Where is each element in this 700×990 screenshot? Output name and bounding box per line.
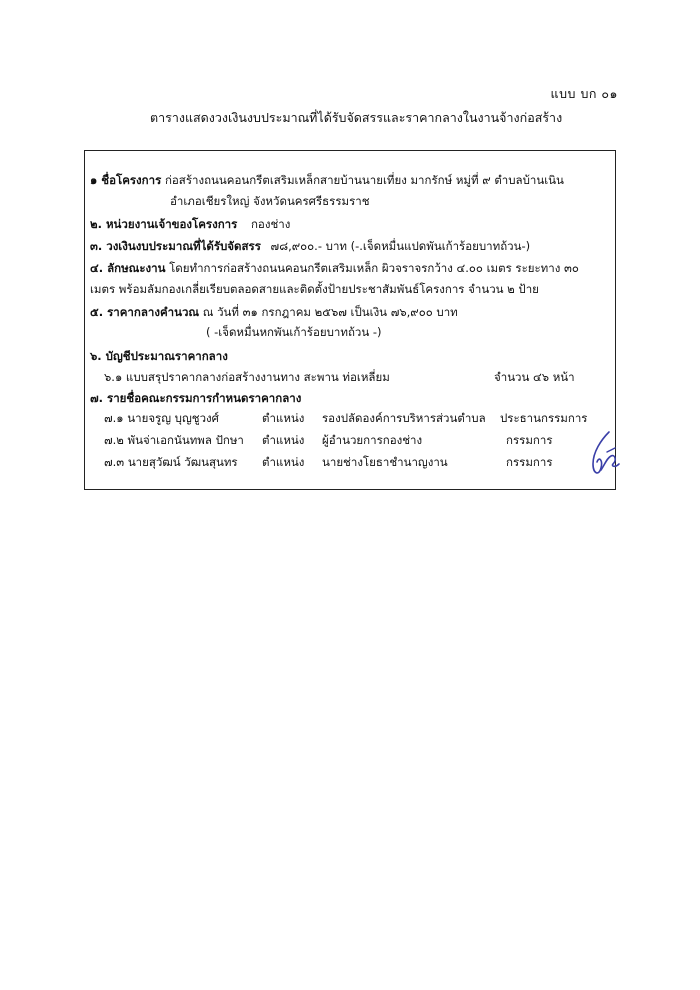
project-name-row — [90, 172, 564, 188]
committee-member-2-role: กรรมการ — [506, 433, 553, 447]
form-code: แบบ บก ๐๑ — [550, 86, 618, 101]
project-name-label: ๑ ชื่อโครงการ — [90, 173, 162, 187]
project-location: อำเภอเชียรใหญ่ จังหวัดนครศรีธรรมราช — [170, 194, 370, 208]
budget-value: ๗๘,๙๐๐.- บาท (-.เจ็ดหมื่นแปดพันเก้าร้อยบาทถ้วน-) — [270, 239, 531, 253]
document-title: ตารางแสดงวงเงินงบประมาณที่ได้รับจัดสรรและราคากลางในงานจ้างก่อสร้าง — [150, 110, 563, 125]
committee-member-1-name: ๗.๑ นายจรูญ บุญชูวงศ์ — [104, 411, 219, 425]
signature-mark — [587, 430, 621, 480]
agency-label: ๒. หน่วยงานเจ้าของโครงการ — [90, 217, 238, 231]
estimate-list-label: ๖. บัญชีประมาณราคากลาง — [90, 349, 228, 363]
committee-member-2-name: ๗.๒ พันจ่าเอกนันทพล ปักษา — [104, 433, 244, 447]
committee-label: ๗. รายชื่อคณะกรรมการกำหนดราคากลาง — [90, 391, 302, 405]
budget-label: ๓. วงเงินงบประมาณที่ได้รับจัดสรร — [90, 239, 261, 253]
committee-member-2-pos-label: ตำแหน่ง — [262, 433, 305, 447]
committee-member-3-role: กรรมการ — [506, 455, 553, 469]
work-type-value: โดยทำการก่อสร้างถนนคอนกรีตเสริมเหล็ก ผิวจราจรกว้าง ๔.๐๐ เมตร ระยะทาง ๓๐ — [169, 261, 579, 275]
estimate-list-item: ๖.๑ แบบสรุปราคากลางก่อสร้างงานทาง สะพาน ท่อเหลี่ยม — [104, 370, 390, 384]
budget-row — [90, 238, 530, 254]
committee-member-1-role: ประธานกรรมการ — [500, 411, 588, 425]
committee-member-3-name: ๗.๓ นายสุวัฒน์ วัฒนสุนทร — [104, 455, 238, 469]
agency-row — [90, 216, 290, 232]
project-name-value: ก่อสร้างถนนคอนกรีตเสริมเหล็กสายบ้านนายเที่ยง มากรักษ์ หมู่ที่ ๙ ตำบลบ้านเนิน — [164, 173, 564, 187]
median-price-label: ๕. ราคากลางคำนวณ — [90, 305, 200, 319]
work-type-label: ๔. ลักษณะงาน — [90, 261, 166, 275]
work-type-value-2: เมตร พร้อมลัมกองเกลี่ยเรียบตลอดสายและติดตั้งป้ายประชาสัมพันธ์โครงการ จำนวน ๒ ป้าย — [90, 282, 539, 296]
agency-value: กองช่าง — [250, 217, 291, 231]
committee-member-1-pos-label: ตำแหน่ง — [262, 411, 305, 425]
committee-member-1-position: รองปลัดองค์การบริหารส่วนตำบล — [322, 411, 486, 425]
median-price-value: ณ วันที่ ๓๑ กรกฎาคม ๒๕๖๗ เป็นเงิน ๗๖,๙๐๐ บาท — [202, 305, 458, 319]
median-price-words: ( -เจ็ดหมื่นหกพันเก้าร้อยบาทถ้วน -) — [206, 325, 382, 339]
estimate-page-count: จำนวน ๔๖ หน้า — [494, 370, 575, 384]
committee-member-2-position: ผู้อำนวยการกองช่าง — [322, 433, 423, 447]
committee-member-3-pos-label: ตำแหน่ง — [262, 455, 305, 469]
work-type-row — [90, 260, 579, 276]
committee-member-3-position: นายช่างโยธาชำนาญงาน — [322, 455, 448, 469]
median-price-row — [90, 304, 458, 320]
